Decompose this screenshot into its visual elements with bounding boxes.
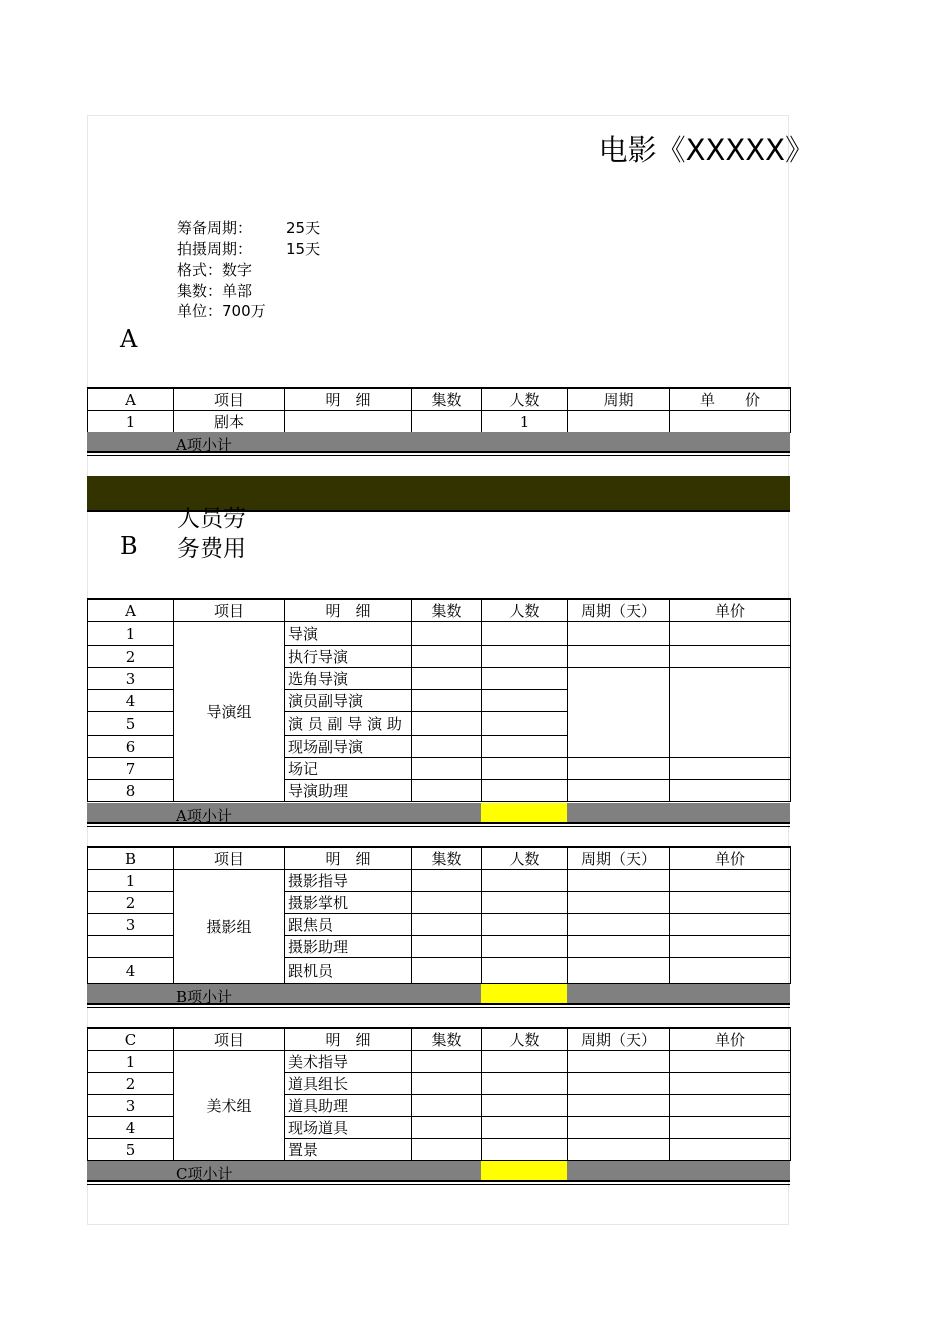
table-cell — [568, 892, 670, 914]
table-cell: 剧本 — [174, 411, 285, 433]
table-cell — [568, 646, 670, 668]
table-cell — [285, 411, 412, 433]
table-cell — [412, 668, 482, 690]
table-cell — [670, 646, 791, 668]
table-cell — [412, 622, 482, 646]
subtotal-label: A项小计 — [176, 436, 232, 454]
header-cell: 集数 — [412, 388, 482, 411]
art-group-table — [87, 1027, 791, 1161]
header-cell: A — [88, 388, 174, 411]
shoot-period — [177, 239, 321, 260]
header-cell: 明 细 — [285, 388, 412, 411]
table-cell — [482, 1095, 568, 1117]
detail-cell: 美术指导 — [285, 1051, 412, 1073]
row-number: 4 — [88, 1117, 174, 1139]
camera-group-table — [87, 846, 791, 984]
row-number: 2 — [88, 646, 174, 668]
row-number: 1 — [88, 622, 174, 646]
row-number: 4 — [88, 690, 174, 712]
detail-cell: 摄影助理 — [285, 936, 412, 958]
group-name: 摄影组 — [174, 870, 285, 984]
double-rule — [87, 1180, 790, 1185]
row-number: 8 — [88, 780, 174, 802]
table-cell — [568, 758, 670, 780]
table-cell — [568, 1095, 670, 1117]
detail-cell: 摄影指导 — [285, 870, 412, 892]
table-cell — [670, 958, 791, 984]
header-cell: 集数 — [412, 1028, 482, 1051]
header-cell: 项目 — [174, 1028, 285, 1051]
table-cell: 1 — [482, 411, 568, 433]
table-header-row — [88, 599, 791, 622]
subtotal-label: C项小计 — [176, 1165, 233, 1183]
prep-value: 25天 — [286, 219, 321, 237]
row-number: 2 — [88, 1073, 174, 1095]
subtotal-row — [87, 803, 790, 825]
table-cell — [670, 1073, 791, 1095]
prep-period — [177, 218, 321, 239]
table-cell — [482, 712, 568, 736]
row-number — [88, 936, 174, 958]
table-cell — [670, 936, 791, 958]
detail-cell: 现场副导演 — [285, 736, 412, 758]
detail-cell: 置景 — [285, 1139, 412, 1161]
table-cell — [568, 780, 670, 802]
highlight-cell — [481, 984, 567, 1003]
row-number: 1 — [88, 870, 174, 892]
row-number: 3 — [88, 668, 174, 690]
table-cell — [670, 914, 791, 936]
header-cell: 集数 — [412, 847, 482, 870]
table-cell — [482, 1139, 568, 1161]
table-cell — [670, 1139, 791, 1161]
detail-cell: 跟焦员 — [285, 914, 412, 936]
detail-cell: 导演助理 — [285, 780, 412, 802]
table-cell — [412, 1139, 482, 1161]
table-cell — [670, 1117, 791, 1139]
detail-cell: 道具组长 — [285, 1073, 412, 1095]
header-cell: 集数 — [412, 599, 482, 622]
table-cell — [412, 690, 482, 712]
table-cell — [568, 1051, 670, 1073]
double-rule — [87, 1003, 790, 1008]
table-cell — [412, 1117, 482, 1139]
subtotal-row — [87, 984, 790, 1006]
row-number: 2 — [88, 892, 174, 914]
subtotal-label: A项小计 — [176, 807, 232, 825]
detail-cell: 场记 — [285, 758, 412, 780]
table-cell — [482, 958, 568, 984]
table-cell — [412, 958, 482, 984]
highlight-cell — [481, 803, 567, 822]
format-info: 格式：数字 — [177, 261, 253, 279]
table-cell — [412, 736, 482, 758]
subtotal-row — [87, 1161, 790, 1183]
header-cell: 明 细 — [285, 599, 412, 622]
table-header-row — [88, 847, 791, 870]
table-cell — [670, 411, 791, 433]
table-cell — [412, 1051, 482, 1073]
row-number: 7 — [88, 758, 174, 780]
double-rule — [87, 822, 790, 827]
row-number: 6 — [88, 736, 174, 758]
table-cell — [412, 1073, 482, 1095]
header-cell: A — [88, 599, 174, 622]
row-number: 5 — [88, 712, 174, 736]
table-row — [88, 870, 791, 892]
detail-cell: 现场道具 — [285, 1117, 412, 1139]
merged-cell — [568, 668, 670, 758]
director-group-table — [87, 598, 791, 802]
table-cell — [568, 1117, 670, 1139]
header-cell: 周期（天） — [568, 1028, 670, 1051]
header-cell: 明 细 — [285, 847, 412, 870]
header-cell: 周期（天） — [568, 847, 670, 870]
row-number: 1 — [88, 1051, 174, 1073]
table-row — [88, 1051, 791, 1073]
table-cell — [482, 736, 568, 758]
header-cell: 人数 — [482, 847, 568, 870]
section-b-letter: B — [120, 532, 138, 560]
row-number: 3 — [88, 1095, 174, 1117]
double-rule — [87, 451, 790, 456]
table-cell — [568, 1073, 670, 1095]
group-name: 导演组 — [174, 622, 285, 802]
header-cell: 人数 — [482, 388, 568, 411]
detail-cell: 演员副导演 — [285, 690, 412, 712]
row-number: 3 — [88, 914, 174, 936]
merged-cell — [670, 668, 791, 758]
section-b-title-line2: 务费用 — [177, 536, 246, 562]
detail-cell: 执行导演 — [285, 646, 412, 668]
table-cell — [412, 758, 482, 780]
table-cell — [482, 758, 568, 780]
table-cell — [568, 914, 670, 936]
table-cell — [412, 646, 482, 668]
header-cell: 项目 — [174, 388, 285, 411]
table-cell — [412, 870, 482, 892]
table-cell — [670, 758, 791, 780]
table-cell — [412, 780, 482, 802]
header-cell: 单价 — [670, 599, 791, 622]
page-title: 电影《XXXXX》 — [598, 133, 814, 167]
table-cell — [670, 870, 791, 892]
detail-cell: 跟机员 — [285, 958, 412, 984]
table-cell — [670, 1095, 791, 1117]
table-cell — [568, 958, 670, 984]
table-cell — [482, 646, 568, 668]
table-row — [88, 622, 791, 646]
table-cell — [482, 1117, 568, 1139]
detail-cell: 选角导演 — [285, 668, 412, 690]
table-cell — [412, 712, 482, 736]
header-cell: 周期（天） — [568, 599, 670, 622]
table-cell — [482, 780, 568, 802]
header-cell: B — [88, 847, 174, 870]
table-cell — [482, 1051, 568, 1073]
section-a-table — [87, 387, 791, 433]
table-cell — [412, 892, 482, 914]
table-cell — [482, 870, 568, 892]
detail-cell: 摄影掌机 — [285, 892, 412, 914]
table-cell — [482, 892, 568, 914]
header-cell: 单价 — [670, 847, 791, 870]
table-cell — [568, 622, 670, 646]
prep-label: 筹备周期： — [177, 219, 253, 237]
section-b-title-line1: 人员劳 — [177, 506, 246, 532]
table-cell — [412, 914, 482, 936]
shoot-label: 拍摄周期： — [177, 240, 253, 258]
table-cell — [412, 1095, 482, 1117]
header-cell: 周期 — [568, 388, 670, 411]
detail-cell: 演 员 副 导 演 助 — [285, 712, 412, 736]
group-name: 美术组 — [174, 1051, 285, 1161]
episodes-info: 集数：单部 — [177, 282, 253, 300]
table-cell — [482, 1073, 568, 1095]
header-cell: 人数 — [482, 1028, 568, 1051]
table-cell — [482, 668, 568, 690]
shoot-value: 15天 — [286, 240, 321, 258]
table-cell: 1 — [88, 411, 174, 433]
subtotal-label: B项小计 — [176, 988, 233, 1006]
section-b-title — [177, 504, 246, 564]
table-row — [88, 411, 791, 433]
header-cell: 明 细 — [285, 1028, 412, 1051]
table-cell — [670, 780, 791, 802]
table-cell — [670, 892, 791, 914]
table-cell — [412, 936, 482, 958]
highlight-cell — [481, 1161, 567, 1180]
header-cell: 项目 — [174, 847, 285, 870]
table-cell — [670, 1051, 791, 1073]
detail-cell: 道具助理 — [285, 1095, 412, 1117]
detail-cell: 导演 — [285, 622, 412, 646]
header-cell: C — [88, 1028, 174, 1051]
header-cell: 人数 — [482, 599, 568, 622]
row-number: 4 — [88, 958, 174, 984]
header-cell: 单价 — [670, 1028, 791, 1051]
table-cell — [568, 936, 670, 958]
table-header-row — [88, 388, 791, 411]
table-cell — [568, 1139, 670, 1161]
table-cell — [568, 870, 670, 892]
table-cell — [412, 411, 482, 433]
table-header-row — [88, 1028, 791, 1051]
header-cell: 单 价 — [670, 388, 791, 411]
section-a-letter: A — [120, 325, 138, 353]
unit-info: 单位：700万 — [177, 302, 266, 320]
table-cell — [670, 622, 791, 646]
header-cell: 项目 — [174, 599, 285, 622]
table-cell — [482, 690, 568, 712]
table-cell — [482, 936, 568, 958]
table-cell — [482, 622, 568, 646]
row-number: 5 — [88, 1139, 174, 1161]
table-cell — [482, 914, 568, 936]
subtotal-row — [87, 432, 790, 454]
table-cell — [568, 411, 670, 433]
